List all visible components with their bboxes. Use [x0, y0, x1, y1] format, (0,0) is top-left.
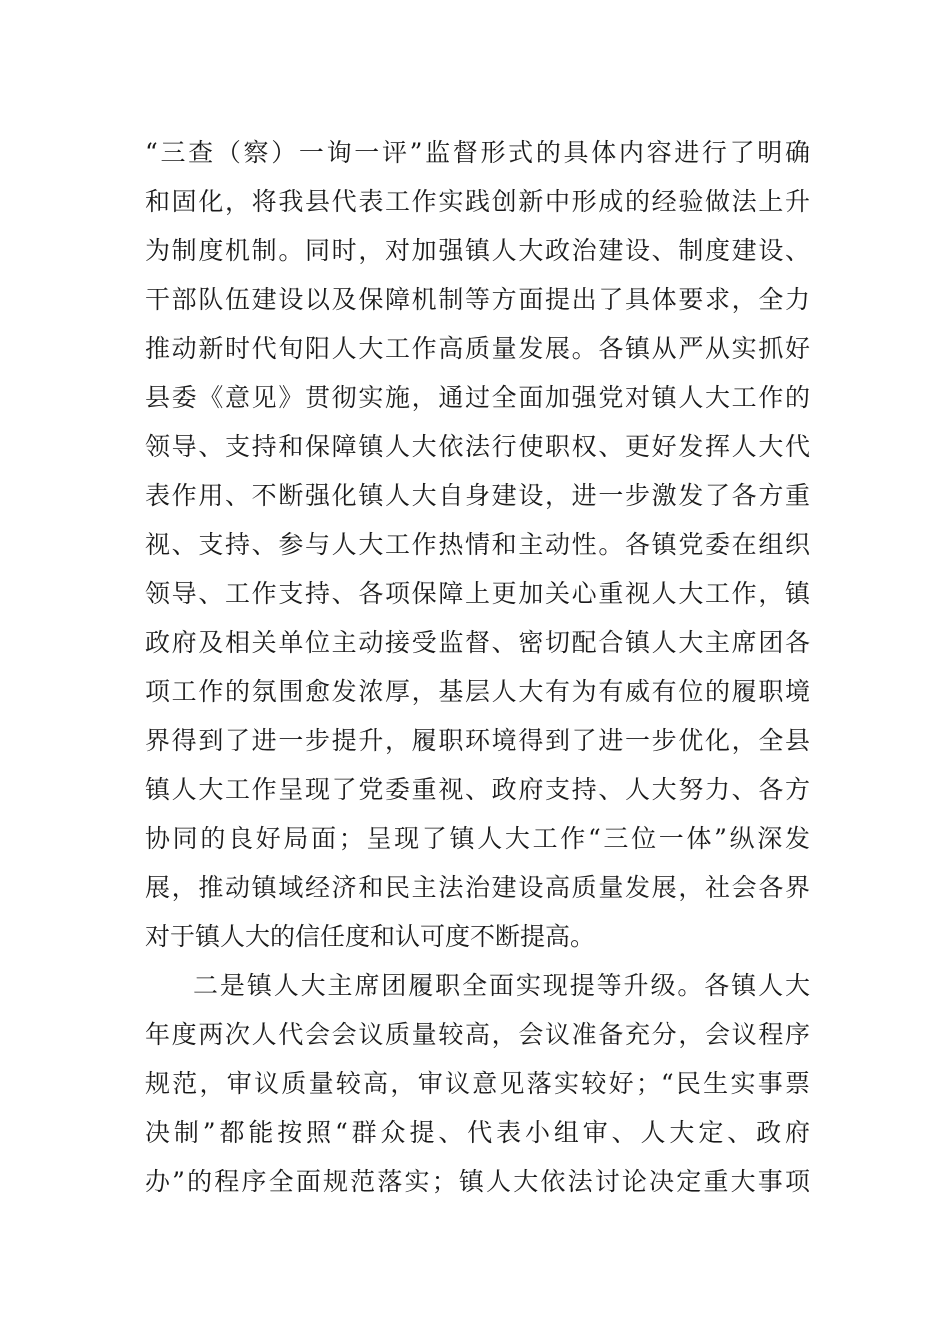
text-line: 二是镇人大主席团履职全面实现提等升级。各镇人大 — [193, 971, 810, 1000]
text-line: 为制度机制。同时，对加强镇人大政治建设、制度建设、 — [145, 236, 810, 265]
text-line: 表作用、不断强化镇人大自身建设，进一步激发了各方重 — [145, 481, 810, 510]
paragraph — [145, 961, 810, 1206]
text-line: “三查（察）一询一评”监督形式的具体内容进行了明确 — [145, 138, 810, 167]
text-line: 规范，审议质量较高，审议意见落实较好；“民生实事票 — [145, 1069, 810, 1098]
text-line: 镇人大工作呈现了党委重视、政府支持、人大努力、各方 — [145, 775, 810, 804]
text-line: 年度两次人代会会议质量较高，会议准备充分，会议程序 — [145, 1020, 810, 1049]
text-line: 决制”都能按照“群众提、代表小组审、人大定、政府 — [145, 1118, 810, 1147]
text-line: 项工作的氛围愈发浓厚，基层人大有为有威有位的履职境 — [145, 677, 810, 706]
text-line: 推动新时代旬阳人大工作高质量发展。各镇从严从实抓好 — [145, 334, 810, 363]
text-line: 县委《意见》贯彻实施，通过全面加强党对镇人大工作的 — [145, 383, 810, 412]
text-line: 和固化，将我县代表工作实践创新中形成的经验做法上升 — [145, 187, 810, 216]
text-line: 干部队伍建设以及保障机制等方面提出了具体要求，全力 — [145, 285, 810, 314]
text-line: 政府及相关单位主动接受监督、密切配合镇人大主席团各 — [145, 628, 810, 657]
text-line: 领导、支持和保障镇人大依法行使职权、更好发挥人大代 — [145, 432, 810, 461]
text-line: 协同的良好局面；呈现了镇人大工作“三位一体”纵深发 — [145, 824, 810, 853]
text-line: 界得到了进一步提升，履职环境得到了进一步优化，全县 — [145, 726, 810, 755]
text-line: 对于镇人大的信任度和认可度不断提高。 — [145, 922, 596, 951]
paragraph — [145, 128, 810, 961]
text-line: 领导、工作支持、各项保障上更加关心重视人大工作，镇 — [145, 579, 810, 608]
text-line: 视、支持、参与人大工作热情和主动性。各镇党委在组织 — [145, 530, 810, 559]
body-text — [145, 128, 810, 1206]
text-line: 办”的程序全面规范落实；镇人大依法讨论决定重大事项 — [145, 1167, 810, 1196]
text-line: 展，推动镇域经济和民主法治建设高质量发展，社会各界 — [145, 873, 810, 902]
